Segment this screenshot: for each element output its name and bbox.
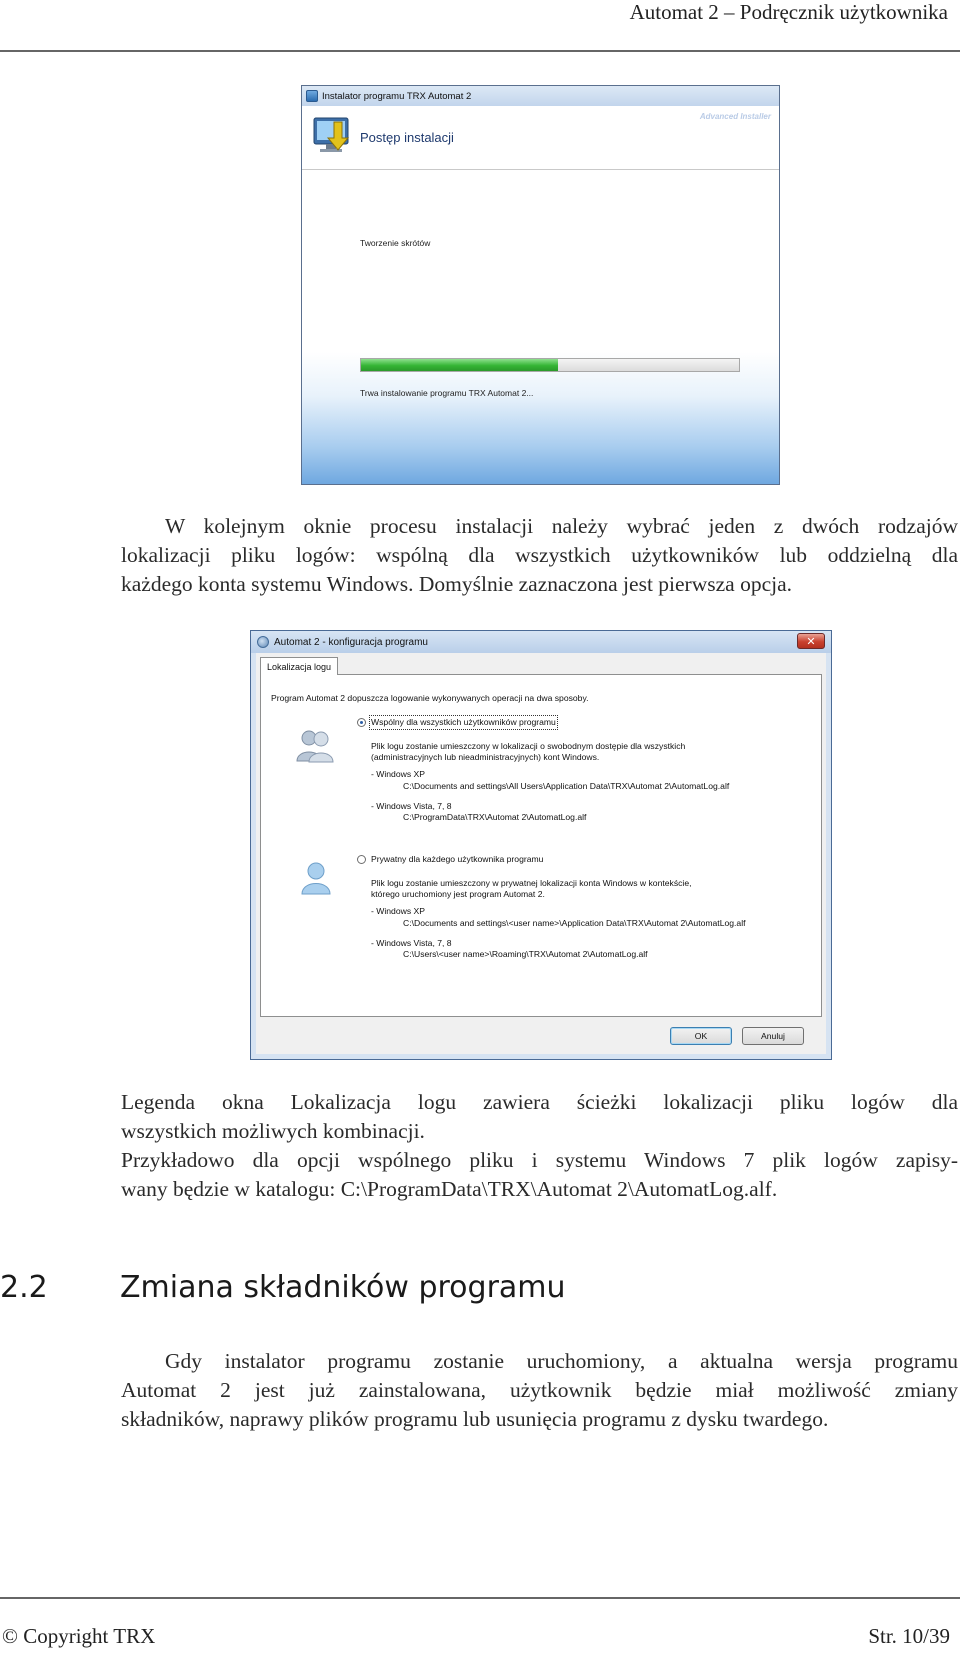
config-client-area <box>256 653 826 1054</box>
ok-button[interactable]: OK <box>670 1027 732 1045</box>
paragraph-line: każdego konta systemu Windows. Domyślnie zaznaczona jest pierwsza opcja. <box>121 572 793 596</box>
header-divider <box>0 50 960 52</box>
installer-app-icon <box>306 90 318 102</box>
section-title: Zmiana składników programu <box>120 1270 566 1305</box>
install-computer-icon <box>312 114 352 162</box>
shared-vista-path: C:\ProgramData\TRX\Automat 2\AutomatLog.alf <box>403 812 587 822</box>
radio-private-log-label[interactable]: Prywatny dla każdego użytkownika programu <box>371 854 544 864</box>
users-group-icon <box>295 729 337 763</box>
footer-divider <box>0 1597 960 1599</box>
paragraph-line: wany będzie w katalogu: C:\ProgramData\TRX\Automat 2\AutomatLog.alf. <box>121 1177 778 1201</box>
paragraph-line: lokalizacji pliku logów: wspólną dla wszystkich użytkowników lub oddzielną dla <box>121 543 958 567</box>
radio-shared-log-label[interactable]: Wspólny dla wszystkich użytkowników programu <box>371 717 556 727</box>
page-header: Automat 2 – Podręcznik użytkownika <box>629 0 948 24</box>
installer-progress-fill <box>361 359 558 371</box>
user-icon <box>299 861 333 895</box>
installer-header <box>302 106 779 170</box>
tab-log-location[interactable]: Lokalizacja logu <box>260 657 338 675</box>
shared-xp-path: C:\Documents and settings\All Users\Application Data\TRX\Automat 2\AutomatLog.alf <box>403 781 730 791</box>
shared-xp-label: - Windows XP <box>371 769 425 779</box>
paragraph-log-location-intro <box>121 512 958 599</box>
paragraph-line: składników, naprawy plików programu lub usunięcia programu z dysku twardego. <box>121 1407 829 1431</box>
paragraph-line: Przykładowo dla opcji wspólnego pliku i systemu Windows 7 plik logów zapisy- <box>121 1148 958 1172</box>
installer-message: Trwa instalowanie programu TRX Automat 2... <box>360 388 534 398</box>
shared-vista-label: - Windows Vista, 7, 8 <box>371 801 452 811</box>
installer-brand: Advanced Installer <box>699 112 771 121</box>
paragraph-legend-description <box>121 1088 958 1204</box>
paragraph-line: W kolejnym oknie procesu instalacji należy wybrać jeden z dwóch rodzajów <box>165 514 958 538</box>
config-titlebar <box>251 631 831 653</box>
private-xp-label: - Windows XP <box>371 906 425 916</box>
cancel-button[interactable]: Anuluj <box>742 1027 804 1045</box>
paragraph-line: Legenda okna Lokalizacja logu zawiera ścieżki lokalizacji pliku logów dla <box>121 1090 958 1114</box>
installer-title: Instalator programu TRX Automat 2 <box>322 90 472 102</box>
config-intro-text: Program Automat 2 dopuszcza logowanie wykonywanych operacji na dwa sposoby. <box>271 693 589 703</box>
private-vista-label: - Windows Vista, 7, 8 <box>371 938 452 948</box>
installer-status: Tworzenie skrótów <box>360 238 431 248</box>
paragraph-line: wszystkich możliwych kombinacji. <box>121 1119 425 1143</box>
footer-page-number: Str. 10/39 <box>868 1624 950 1648</box>
close-button[interactable]: ✕ <box>797 633 825 649</box>
paragraph-line: Gdy instalator programu zostanie uruchomiony, a aktualna wersja programu <box>165 1349 958 1373</box>
section-number: 2.2 <box>0 1270 48 1305</box>
private-vista-path: C:\Users\<user name>\Roaming\TRX\Automat 2\AutomatLog.alf <box>403 949 648 959</box>
installer-body <box>302 170 779 484</box>
installer-window <box>301 85 780 485</box>
private-desc-line2: którego uruchomiony jest program Automat 2. <box>371 889 545 899</box>
installer-progress-bar <box>360 358 740 372</box>
config-title: Automat 2 - konfiguracja programu <box>274 636 428 648</box>
log-location-panel <box>260 674 822 1017</box>
installer-titlebar <box>302 86 779 106</box>
config-app-icon <box>257 636 269 648</box>
installer-heading: Postęp instalacji <box>360 130 454 145</box>
section-heading <box>0 1270 566 1305</box>
paragraph-line: Automat 2 jest już zainstalowana, użytkownik będzie miał możliwość zmiany <box>121 1378 958 1402</box>
private-desc-line1: Plik logu zostanie umieszczony w prywatnej lokalizacji konta Windows w kontekście, <box>371 878 692 888</box>
radio-private-log[interactable] <box>357 855 366 864</box>
radio-shared-log[interactable] <box>357 718 366 727</box>
config-window <box>250 630 832 1060</box>
shared-desc-line2: (administracyjnych lub nieadministracyjnych) kont Windows. <box>371 752 600 762</box>
shared-desc-line1: Plik logu zostanie umieszczony w lokalizacji o swobodnym dostępie dla wszystkich <box>371 741 686 751</box>
footer-copyright: © Copyright TRX <box>2 1624 156 1648</box>
paragraph-component-change <box>121 1347 958 1434</box>
private-xp-path: C:\Documents and settings\<user name>\Application Data\TRX\Automat 2\AutomatLog.alf <box>403 918 746 928</box>
